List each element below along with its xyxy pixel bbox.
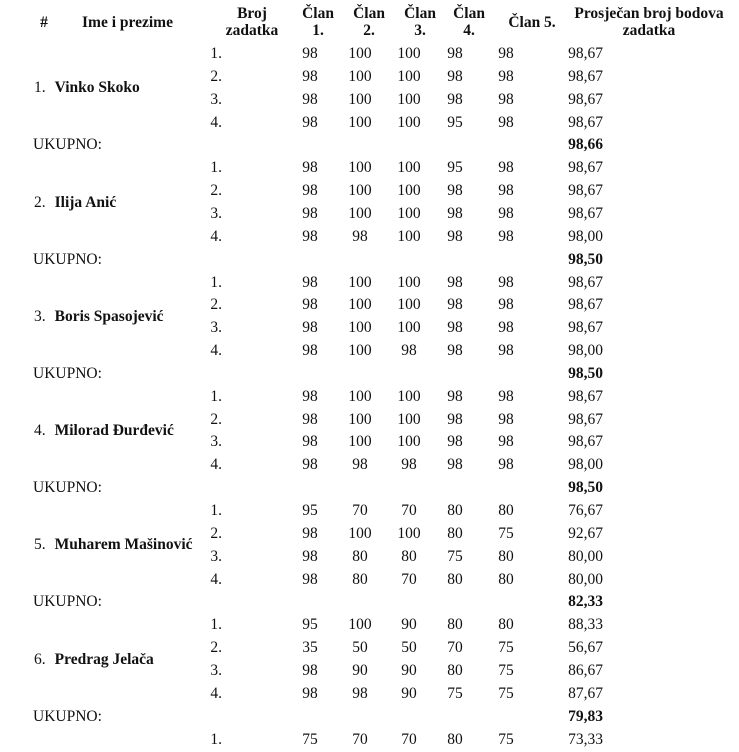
cell-task: 2.: [210, 639, 222, 657]
cell-m2: 100: [348, 204, 372, 222]
cell-m4: 98: [447, 204, 463, 222]
cell-task: 3.: [210, 547, 222, 565]
cell-m5: 98: [498, 182, 514, 200]
cell-m4: 98: [447, 90, 463, 108]
cell-m1: 98: [302, 570, 318, 588]
cell-m3: 100: [397, 433, 421, 451]
header-hash: #: [40, 14, 48, 31]
cell-m1: 98: [302, 296, 318, 314]
cell-avg: 98,67: [568, 433, 603, 451]
header-member-3-line1: Član: [404, 5, 436, 22]
header-member-2: [347, 5, 391, 39]
cell-task: 3.: [210, 319, 222, 337]
cell-m1: 98: [302, 90, 318, 108]
cell-m4: 98: [447, 182, 463, 200]
cell-m1: 35: [302, 639, 318, 657]
cell-avg: 56,67: [568, 639, 603, 657]
cell-m2: 98: [352, 456, 368, 474]
participant-number: 6.: [34, 650, 46, 668]
cell-m5: 80: [498, 547, 514, 565]
cell-m1: 98: [302, 159, 318, 177]
participant-name: [34, 422, 174, 440]
cell-task: 1.: [210, 159, 222, 177]
cell-m2: 100: [348, 433, 372, 451]
participant-name: [34, 651, 154, 669]
cell-m5: 98: [498, 433, 514, 451]
total-value: 79,83: [568, 707, 603, 725]
cell-task: 3.: [210, 661, 222, 679]
cell-m3: 100: [397, 182, 421, 200]
participant-number: 5.: [34, 536, 46, 554]
cell-m3: 90: [401, 661, 417, 679]
header-member-4-line1: Član: [453, 5, 485, 22]
cell-m2: 100: [348, 524, 372, 542]
cell-task: 2.: [210, 524, 222, 542]
cell-m5: 98: [498, 456, 514, 474]
cell-m3: 100: [397, 90, 421, 108]
cell-m3: 90: [401, 684, 417, 702]
cell-m2: 100: [348, 616, 372, 634]
participant-number: 2.: [34, 193, 46, 211]
cell-task: 3.: [210, 433, 222, 451]
cell-task: 4.: [210, 342, 222, 360]
participant-name-text: Muharem Mašinović: [54, 536, 193, 554]
cell-m2: 100: [348, 296, 372, 314]
cell-avg: 98,67: [568, 67, 603, 85]
cell-avg: 80,00: [568, 570, 603, 588]
total-label: UKUPNO:: [33, 593, 102, 611]
cell-m5: 80: [498, 570, 514, 588]
cell-m4: 80: [447, 616, 463, 634]
cell-m2: 100: [348, 67, 372, 85]
cell-m1: 98: [302, 45, 318, 62]
cell-avg: 87,67: [568, 684, 603, 702]
cell-m3: 100: [397, 273, 421, 291]
header-member-2-line1: Član: [353, 5, 385, 22]
cell-task: 4.: [210, 456, 222, 474]
cell-task: 2.: [210, 296, 222, 314]
cell-task: 1.: [210, 387, 222, 405]
cell-m3: 100: [397, 159, 421, 177]
cell-m2: 100: [348, 113, 372, 131]
cell-m4: 80: [447, 661, 463, 679]
cell-avg: 86,67: [568, 661, 603, 679]
header-average: [564, 5, 734, 39]
header-member-5: Član 5.: [508, 14, 556, 31]
cell-m1: 75: [302, 730, 318, 748]
cell-m4: 80: [447, 524, 463, 542]
cell-m5: 98: [498, 90, 514, 108]
cell-m1: 98: [302, 456, 318, 474]
cell-m1: 98: [302, 204, 318, 222]
cell-m4: 70: [447, 639, 463, 657]
cell-m1: 98: [302, 547, 318, 565]
cell-m4: 98: [447, 319, 463, 337]
cell-m5: 98: [498, 113, 514, 131]
cell-m5: 75: [498, 730, 514, 748]
cell-task: 3.: [210, 90, 222, 108]
cell-m5: 75: [498, 684, 514, 702]
cell-m3: 70: [401, 502, 417, 519]
cell-task: 1.: [210, 273, 222, 291]
total-value: 98,50: [568, 250, 603, 268]
cell-m4: 95: [447, 113, 463, 131]
cell-m1: 98: [302, 433, 318, 451]
cell-m2: 100: [348, 182, 372, 200]
header-average-line1: Prosječan broj bodova: [574, 5, 724, 22]
participant-number: 4.: [34, 422, 46, 440]
header-task-number: [220, 5, 284, 39]
cell-m2: 100: [348, 45, 372, 62]
cell-m2: 50: [352, 639, 368, 657]
cell-m4: 98: [447, 273, 463, 291]
cell-m2: 100: [348, 273, 372, 291]
cell-m5: 98: [498, 204, 514, 222]
header-task-line1: Broj: [237, 5, 267, 22]
cell-m3: 100: [397, 410, 421, 428]
cell-m5: 98: [498, 387, 514, 405]
header-member-1-line2: 1.: [312, 22, 324, 39]
cell-m2: 100: [348, 410, 372, 428]
cell-m5: 98: [498, 67, 514, 85]
cell-m1: 98: [302, 661, 318, 679]
cell-m3: 50: [401, 639, 417, 657]
cell-m5: 80: [498, 616, 514, 634]
cell-task: 4.: [210, 113, 222, 131]
cell-m5: 98: [498, 410, 514, 428]
total-label: UKUPNO:: [33, 364, 102, 382]
total-value: 82,33: [568, 593, 603, 611]
cell-m4: 98: [447, 433, 463, 451]
cell-m1: 98: [302, 342, 318, 360]
total-value: 98,50: [568, 364, 603, 382]
participant-name: [34, 308, 164, 326]
cell-m3: 100: [397, 524, 421, 542]
header-member-3: [398, 5, 442, 39]
cell-m2: 100: [348, 90, 372, 108]
cell-m5: 75: [498, 661, 514, 679]
cell-avg: 98,67: [568, 387, 603, 405]
cell-m1: 98: [302, 319, 318, 337]
cell-m2: 100: [348, 342, 372, 360]
participant-number: 1.: [34, 79, 46, 97]
cell-avg: 98,67: [568, 90, 603, 108]
cell-m2: 70: [352, 502, 368, 519]
cell-m5: 80: [498, 502, 514, 519]
cell-task: 2.: [210, 410, 222, 428]
cell-m1: 98: [302, 182, 318, 200]
cell-avg: 98,67: [568, 273, 603, 291]
cell-m5: 98: [498, 227, 514, 245]
cell-avg: 98,00: [568, 342, 603, 360]
cell-m2: 80: [352, 570, 368, 588]
cell-avg: 98,67: [568, 204, 603, 222]
total-label: UKUPNO:: [33, 136, 102, 154]
total-label: UKUPNO:: [33, 250, 102, 268]
cell-m5: 98: [498, 296, 514, 314]
cell-m4: 75: [447, 684, 463, 702]
cell-m3: 100: [397, 387, 421, 405]
cell-task: 4.: [210, 227, 222, 245]
cell-m3: 100: [397, 227, 421, 245]
total-label: UKUPNO:: [33, 707, 102, 725]
cell-avg: 98,00: [568, 456, 603, 474]
cell-m4: 98: [447, 227, 463, 245]
header-member-1-line1: Član: [302, 5, 334, 22]
total-label: UKUPNO:: [33, 479, 102, 497]
cell-avg: 98,67: [568, 159, 603, 177]
cell-m3: 70: [401, 730, 417, 748]
cell-m1: 98: [302, 524, 318, 542]
cell-m3: 100: [397, 45, 421, 62]
participant-name: [34, 194, 116, 212]
cell-m3: 100: [397, 319, 421, 337]
cell-avg: 92,67: [568, 524, 603, 542]
cell-m3: 98: [401, 342, 417, 360]
participant-name: [34, 79, 140, 97]
cell-m2: 98: [352, 227, 368, 245]
cell-m1: 98: [302, 410, 318, 428]
cell-m2: 98: [352, 684, 368, 702]
cell-m4: 98: [447, 342, 463, 360]
cell-m4: 75: [447, 547, 463, 565]
cell-avg: 76,67: [568, 502, 603, 519]
cell-task: 3.: [210, 204, 222, 222]
cell-m4: 98: [447, 410, 463, 428]
cell-m4: 80: [447, 570, 463, 588]
cell-task: 1.: [210, 45, 222, 62]
cell-avg: 98,67: [568, 296, 603, 314]
cell-m4: 98: [447, 387, 463, 405]
cell-m3: 100: [397, 204, 421, 222]
cell-m3: 80: [401, 547, 417, 565]
cell-task: 4.: [210, 684, 222, 702]
cell-m4: 98: [447, 456, 463, 474]
cell-avg: 88,33: [568, 616, 603, 634]
cell-task: 2.: [210, 182, 222, 200]
total-value: 98,66: [568, 136, 603, 154]
cell-m1: 98: [302, 227, 318, 245]
cell-m3: 98: [401, 456, 417, 474]
cell-task: 1.: [210, 502, 222, 519]
cell-m4: 80: [447, 730, 463, 748]
cell-m5: 75: [498, 524, 514, 542]
cell-m1: 98: [302, 387, 318, 405]
cell-m4: 80: [447, 502, 463, 519]
cell-avg: 98,00: [568, 227, 603, 245]
cell-m2: 80: [352, 547, 368, 565]
cell-m4: 98: [447, 67, 463, 85]
total-value: 98,50: [568, 479, 603, 497]
cell-m2: 100: [348, 387, 372, 405]
cell-m4: 98: [447, 296, 463, 314]
header-task-line2: zadatka: [225, 22, 279, 39]
cell-m3: 100: [397, 67, 421, 85]
cell-m2: 70: [352, 730, 368, 748]
cell-m4: 95: [447, 159, 463, 177]
cell-avg: 98,67: [568, 45, 603, 62]
cell-avg: 73,33: [568, 730, 603, 748]
cell-avg: 98,67: [568, 113, 603, 131]
participant-name-text: Boris Spasojević: [54, 307, 164, 325]
cell-m5: 98: [498, 319, 514, 337]
cell-task: 1.: [210, 730, 222, 748]
header-member-1: [296, 5, 340, 39]
cell-m1: 98: [302, 113, 318, 131]
header-member-2-line2: 2.: [363, 22, 375, 39]
cell-m3: 100: [397, 113, 421, 131]
cell-avg: 80,00: [568, 547, 603, 565]
participant-name: [34, 536, 193, 554]
cell-m1: 98: [302, 273, 318, 291]
cell-m5: 98: [498, 45, 514, 62]
cell-m3: 90: [401, 616, 417, 634]
header-average-line2: zadatka: [622, 22, 676, 39]
cell-task: 4.: [210, 570, 222, 588]
cell-m5: 75: [498, 639, 514, 657]
header-member-3-line2: 3.: [414, 22, 426, 39]
cell-m5: 98: [498, 342, 514, 360]
cell-m5: 98: [498, 273, 514, 291]
cell-m3: 100: [397, 296, 421, 314]
participant-name-text: Milorad Đurđević: [54, 422, 174, 440]
cell-task: 2.: [210, 67, 222, 85]
cell-m1: 95: [302, 502, 318, 519]
participant-number: 3.: [34, 307, 46, 325]
cell-m1: 98: [302, 67, 318, 85]
header-member-4: [447, 5, 491, 39]
header-member-4-line2: 4.: [463, 22, 475, 39]
cell-avg: 98,67: [568, 410, 603, 428]
cell-m2: 90: [352, 661, 368, 679]
cell-m4: 98: [447, 45, 463, 62]
cell-m2: 100: [348, 319, 372, 337]
cell-avg: 98,67: [568, 182, 603, 200]
participant-name-text: Vinko Skoko: [54, 79, 140, 97]
cell-m2: 100: [348, 159, 372, 177]
cell-task: 1.: [210, 616, 222, 634]
header-name: Ime i prezime: [82, 14, 173, 31]
cell-m1: 95: [302, 616, 318, 634]
cell-m1: 98: [302, 684, 318, 702]
participant-name-text: Predrag Jelača: [54, 650, 154, 668]
cell-m5: 98: [498, 159, 514, 177]
cell-avg: 98,67: [568, 319, 603, 337]
cell-m3: 70: [401, 570, 417, 588]
participant-name-text: Ilija Anić: [54, 193, 117, 211]
